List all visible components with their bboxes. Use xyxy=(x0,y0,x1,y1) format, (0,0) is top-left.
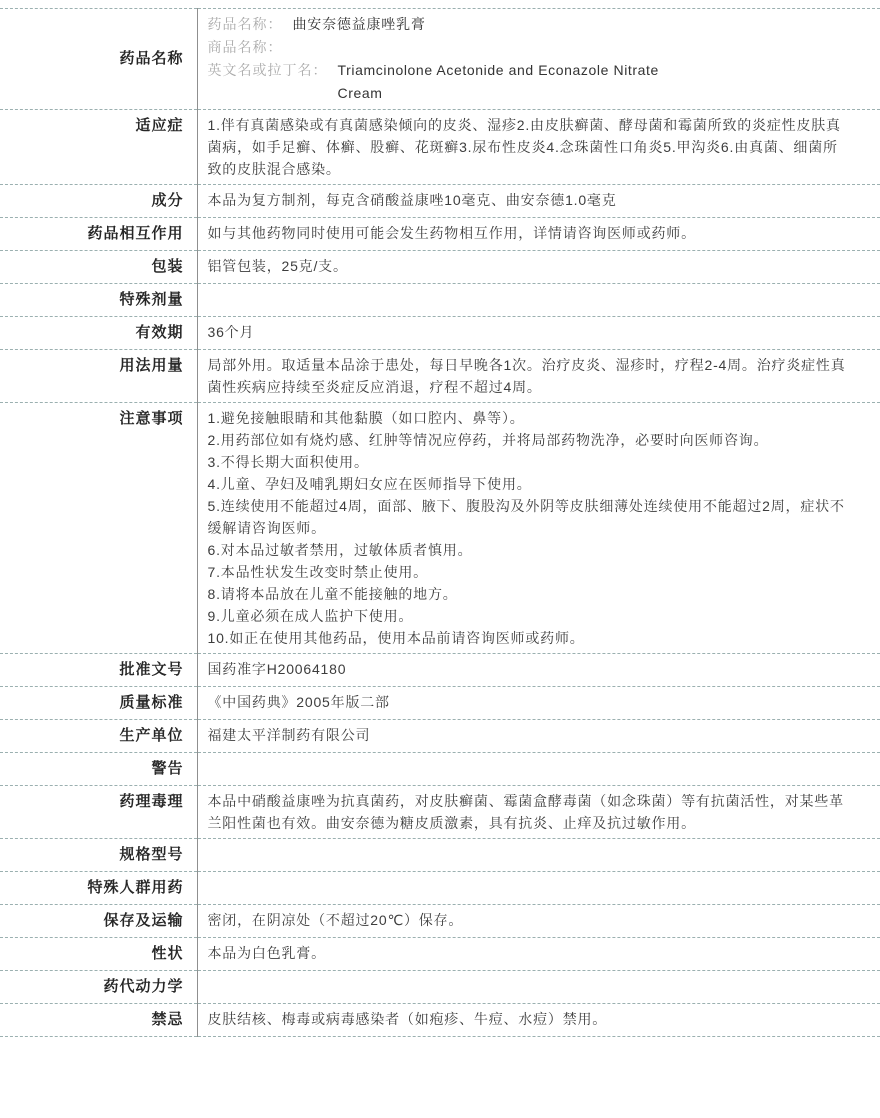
row-label: 有效期 xyxy=(0,317,197,350)
drug-info-page xyxy=(0,8,880,1118)
table-row xyxy=(0,753,880,786)
table-row xyxy=(0,786,880,839)
table-row xyxy=(0,872,880,905)
row-value: 《中国药典》2005年版二部 xyxy=(207,694,390,710)
row-value xyxy=(197,971,880,1004)
table-row xyxy=(0,938,880,971)
row-label: 注意事项 xyxy=(0,403,197,654)
subfield xyxy=(208,13,851,36)
table-row xyxy=(0,350,880,403)
row-label: 药理毒理 xyxy=(0,786,197,839)
note-line: 1.避免接触眼睛和其他黏膜（如口腔内、鼻等）。 xyxy=(207,410,525,426)
row-value xyxy=(197,839,880,872)
subfield-value: Triamcinolone Acetonide and Econazole Nitrate Cream xyxy=(337,62,659,101)
row-label: 规格型号 xyxy=(0,839,197,872)
subfield-label: 英文名或拉丁名： xyxy=(207,62,328,78)
note-line: 7.本品性状发生改变时禁止使用。 xyxy=(207,564,428,580)
table-row xyxy=(0,687,880,720)
table-row xyxy=(0,971,880,1004)
table-row xyxy=(0,403,880,654)
subfield-label: 商品名称： xyxy=(207,39,283,55)
row-label: 成分 xyxy=(0,185,197,218)
row-value: 如与其他药物同时使用可能会发生药物相互作用，详情请咨询医师或药师。 xyxy=(207,225,696,241)
table-row xyxy=(0,1004,880,1037)
row-label: 保存及运输 xyxy=(0,905,197,938)
row-label: 特殊剂量 xyxy=(0,284,197,317)
row-value xyxy=(197,753,880,786)
row-value xyxy=(197,872,880,905)
row-label: 警告 xyxy=(0,753,197,786)
note-line: 2.用药部位如有烧灼感、红肿等情况应停药，并将局部药物洗净，必要时向医师咨询。 xyxy=(207,432,769,448)
row-label: 包装 xyxy=(0,251,197,284)
table-row xyxy=(0,9,880,110)
row-label: 药品相互作用 xyxy=(0,218,197,251)
table-row xyxy=(0,905,880,938)
table-row xyxy=(0,110,880,185)
row-label: 质量标准 xyxy=(0,687,197,720)
table-row xyxy=(0,185,880,218)
row-value: 国药准字H20064180 xyxy=(207,661,347,677)
row-value: 福建太平洋制药有限公司 xyxy=(207,727,371,743)
table-row xyxy=(0,839,880,872)
table-row xyxy=(0,218,880,251)
drug-info-table-body xyxy=(0,9,880,1037)
row-value: 1.伴有真菌感染或有真菌感染倾向的皮炎、湿疹2.由皮肤癣菌、酵母菌和霉菌所致的炎症性皮肤真菌病，如手足癣、体癣、股癣、花斑癣3.尿布性皮炎4.念珠菌性口角炎5.甲沟炎6.由真菌、细菌所致的皮肤混合感染。 xyxy=(207,117,841,177)
note-line: 3.不得长期大面积使用。 xyxy=(207,454,369,470)
row-label: 批准文号 xyxy=(0,654,197,687)
row-label: 性状 xyxy=(0,938,197,971)
note-line: 6.对本品过敏者禁用，过敏体质者慎用。 xyxy=(207,542,473,558)
note-line: 9.儿童必须在成人监护下使用。 xyxy=(207,608,414,624)
row-value xyxy=(197,9,880,110)
row-value: 36个月 xyxy=(207,324,255,340)
row-value: 铝管包装，25克/支。 xyxy=(207,258,348,274)
row-label: 适应症 xyxy=(0,110,197,185)
row-value xyxy=(197,284,880,317)
table-row xyxy=(0,317,880,350)
row-value: 局部外用。取适量本品涂于患处，每日早晚各1次。治疗皮炎、湿疹时，疗程2-4周。治疗炎症性真菌性疾病应持续至炎症反应消退，疗程不超过4周。 xyxy=(207,357,846,395)
row-label: 特殊人群用药 xyxy=(0,872,197,905)
row-label: 禁忌 xyxy=(0,1004,197,1037)
subfield-value: 曲安奈德益康唑乳膏 xyxy=(292,16,426,32)
row-label: 生产单位 xyxy=(0,720,197,753)
row-value: 本品为复方制剂，每克含硝酸益康唑10毫克、曲安奈德1.0毫克 xyxy=(207,192,617,208)
table-row xyxy=(0,720,880,753)
table-row xyxy=(0,654,880,687)
row-label: 用法用量 xyxy=(0,350,197,403)
table-row xyxy=(0,251,880,284)
row-value xyxy=(197,403,880,654)
note-line: 10.如正在使用其他药品，使用本品前请咨询医师或药师。 xyxy=(207,630,585,646)
row-label: 药代动力学 xyxy=(0,971,197,1004)
note-line: 5.连续使用不能超过4周，面部、腋下、腹股沟及外阴等皮肤细薄处连续使用不能超过2周，症状不缓解请咨询医师。 xyxy=(207,498,845,536)
row-label: 药品名称 xyxy=(0,9,197,110)
row-value: 皮肤结核、梅毒或病毒感染者（如疱疹、牛痘、水痘）禁用。 xyxy=(207,1011,608,1027)
row-value: 本品为白色乳膏。 xyxy=(207,945,326,961)
subfield-label: 药品名称： xyxy=(207,16,283,32)
table-row xyxy=(0,284,880,317)
note-line: 4.儿童、孕妇及哺乳期妇女应在医师指导下使用。 xyxy=(207,476,532,492)
drug-info-table xyxy=(0,8,880,1037)
subfield xyxy=(208,36,851,59)
row-value: 本品中硝酸益康唑为抗真菌药，对皮肤癣菌、霉菌盒酵毒菌（如念珠菌）等有抗菌活性，对某些革兰阳性菌也有效。曲安奈德为糖皮质激素，具有抗炎、止痒及抗过敏作用。 xyxy=(207,793,844,831)
note-line: 8.请将本品放在儿童不能接触的地方。 xyxy=(207,586,458,602)
row-value: 密闭，在阴凉处（不超过20℃）保存。 xyxy=(207,912,464,928)
subfield xyxy=(208,59,851,105)
